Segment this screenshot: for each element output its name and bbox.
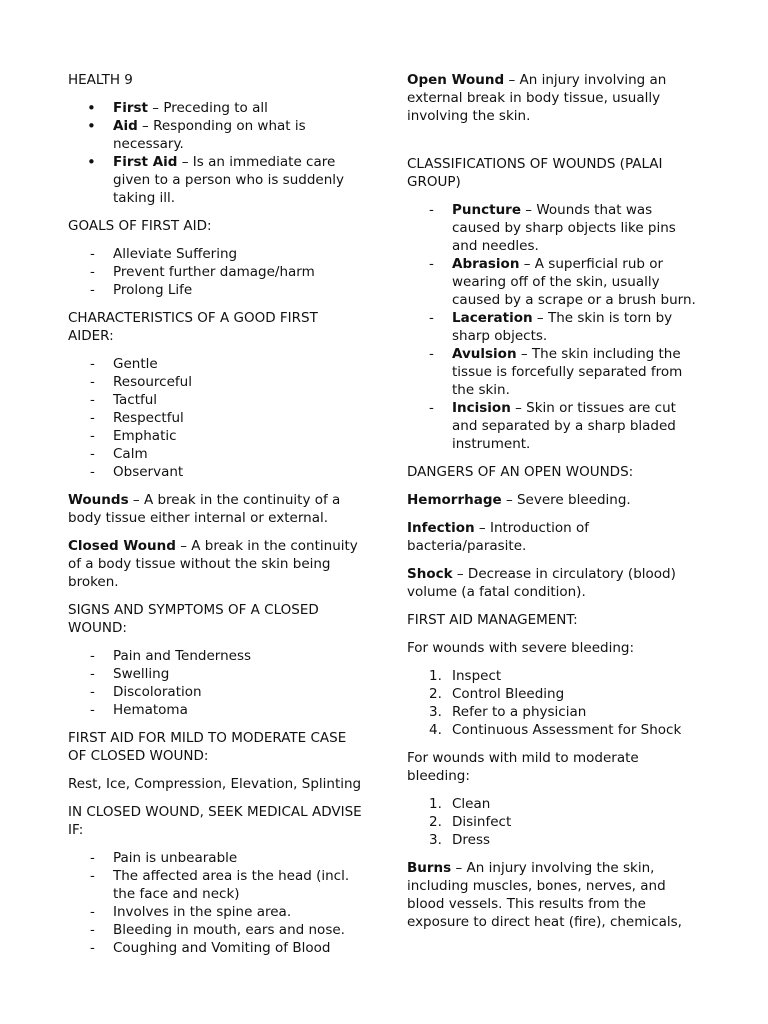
spacer xyxy=(407,135,703,155)
body-text: For wounds with severe bleeding: xyxy=(407,640,635,656)
list-item: - Abrasion – A superficial rub or wearing off of the skin, usually caused by a scrape or a brush burn. xyxy=(429,256,696,308)
left-column xyxy=(68,71,364,967)
definition-paragraph: Closed Wound – A break in the continuity of a body tissue without the skin being broken. xyxy=(68,538,358,590)
list-item: - Prevent further damage/harm xyxy=(90,264,315,280)
section-heading: SIGNS AND SYMPTOMS OF A CLOSED WOUND: xyxy=(68,602,319,636)
section-heading: DANGERS OF AN OPEN WOUNDS: xyxy=(407,464,634,480)
list-item: - Discoloration xyxy=(90,684,202,700)
section-heading: IN CLOSED WOUND, SEEK MEDICAL ADVISE IF: xyxy=(68,804,362,838)
list-item: - Bleeding in mouth, ears and nose. xyxy=(90,922,345,938)
list-item: - Emphatic xyxy=(90,428,177,444)
mild-bleeding-steps xyxy=(407,795,703,849)
bullet-marker: • xyxy=(87,99,96,117)
list-item: 3. Refer to a physician xyxy=(429,704,587,720)
list-item: - Puncture – Wounds that was caused by sharp objects like pins and needles. xyxy=(429,202,676,254)
list-item: 1. Inspect xyxy=(429,668,502,684)
list-item: - Avulsion – The skin including the tissue is forcefully separated from the skin. xyxy=(429,346,683,398)
list-item: - Incision – Skin or tissues are cut and separated by a sharp bladed instrument. xyxy=(429,400,676,452)
list-item: - Resourceful xyxy=(90,374,192,390)
list-item: - Gentle xyxy=(90,356,158,372)
severe-bleeding-steps xyxy=(407,667,703,739)
list-item: - Pain is unbearable xyxy=(90,850,238,866)
goals-list xyxy=(68,245,364,299)
definition-paragraph: Hemorrhage – Severe bleeding. xyxy=(407,492,631,508)
definition-paragraph: Shock – Decrease in circulatory (blood) volume (a fatal condition). xyxy=(407,566,676,600)
list-item: 2. Control Bleeding xyxy=(429,686,565,702)
section-heading: FIRST AID FOR MILD TO MODERATE CASE OF CLOSED WOUND: xyxy=(68,730,347,764)
list-item: • First Aid – Is an immediate care given to a person who is suddenly taking ill. xyxy=(87,153,344,206)
bullet-marker: • xyxy=(87,117,96,135)
list-item: - Laceration – The skin is torn by sharp objects. xyxy=(429,310,673,344)
list-item: - Pain and Tenderness xyxy=(90,648,252,664)
list-item: - Calm xyxy=(90,446,148,462)
list-item: - Hematoma xyxy=(90,702,188,718)
list-item: 3. Dress xyxy=(429,832,491,848)
list-item: - Observant xyxy=(90,464,184,480)
list-item: - Involves in the spine area. xyxy=(90,904,292,920)
seek-advice-list xyxy=(68,849,364,957)
list-item: • Aid – Responding on what is necessary. xyxy=(87,117,306,152)
list-item: 4. Continuous Assessment for Shock xyxy=(429,722,682,738)
list-item: - Prolong Life xyxy=(90,282,193,298)
characteristics-list xyxy=(68,355,364,481)
list-item: - The affected area is the head (incl. the face and neck) xyxy=(90,868,350,902)
list-item: 1. Clean xyxy=(429,796,491,812)
section-heading: FIRST AID MANAGEMENT: xyxy=(407,612,578,628)
list-item: - Coughing and Vomiting of Blood xyxy=(90,940,331,956)
right-column xyxy=(407,71,703,941)
list-item: 2. Disinfect xyxy=(429,814,512,830)
body-text: For wounds with mild to moderate bleeding: xyxy=(407,750,639,784)
body-text: Rest, Ice, Compression, Elevation, Splinting xyxy=(68,776,362,792)
section-heading: CLASSIFICATIONS OF WOUNDS (PALAI GROUP) xyxy=(407,156,663,190)
signs-list xyxy=(68,647,364,719)
definition-paragraph: Infection – Introduction of bacteria/parasite. xyxy=(407,520,590,554)
list-item: - Tactful xyxy=(90,392,158,408)
list-item: • First – Preceding to all xyxy=(87,99,268,117)
definition-paragraph: Open Wound – An injury involving an external break in body tissue, usually involving the skin. xyxy=(407,72,667,124)
definition-paragraph: Burns – An injury involving the skin, including muscles, bones, nerves, and blood vessels. This results from the exposure to direct heat (fire), chemicals, xyxy=(407,860,682,930)
list-item: - Alleviate Suffering xyxy=(90,246,238,262)
section-heading: CHARACTERISTICS OF A GOOD FIRST AIDER: xyxy=(68,310,318,344)
section-heading: GOALS OF FIRST AID: xyxy=(68,218,212,234)
definitions-list xyxy=(68,99,364,207)
list-item: - Respectful xyxy=(90,410,184,426)
list-item: - Swelling xyxy=(90,666,170,682)
classifications-list xyxy=(407,201,703,453)
bullet-marker: • xyxy=(87,153,96,171)
definition-paragraph: Wounds – A break in the continuity of a body tissue either internal or external. xyxy=(68,492,341,526)
document-title: HEALTH 9 xyxy=(68,72,133,88)
